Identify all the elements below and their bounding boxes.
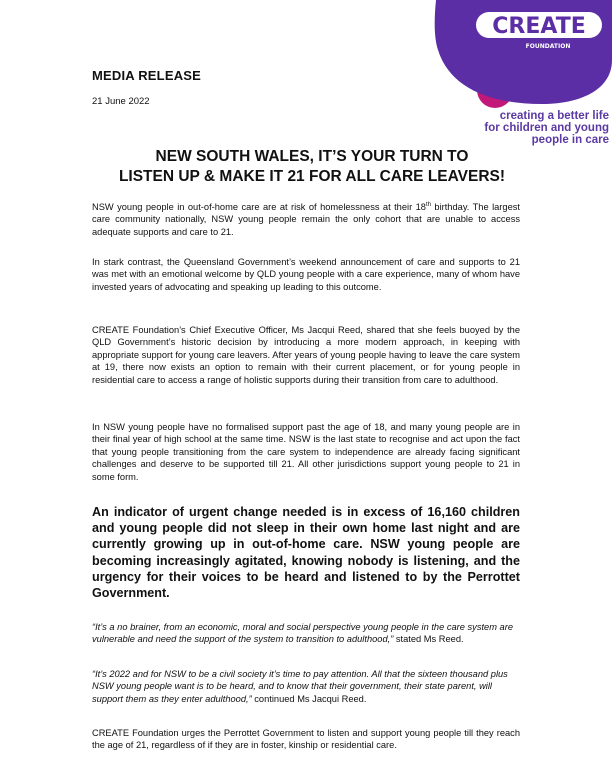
media-release-label: MEDIA RELEASE [92, 68, 202, 83]
release-date: 21 June 2022 [92, 96, 150, 107]
paragraph-2: In stark contrast, the Queensland Government’s weekend announcement of care and supports to 21 was met with an emotional welcome by QLD young people with a care experience, many of whom have invested years of advocating and speaking up leading to this outcome. [92, 257, 520, 292]
quote-attribution: continued Ms Jacqui Reed. [251, 693, 367, 704]
quote-attribution: stated Ms Reed. [393, 634, 464, 645]
logo-tagline [449, 110, 609, 146]
paragraph-1 [92, 201, 520, 238]
paragraph-text: birthday. The largest care community nationally, NSW young people remain the only cohort that are unable to access adequate supports and care to 21. [92, 202, 520, 237]
key-statement: An indicator of urgent change needed is in excess of 16,160 children and young people did not sleep in their own home last night and are currently growing up in out-of-home care. NSW young people are becoming increasingly agitated, knowing nobody is listening, and the urgency for their voices to be heard and listened to by the Perrottet Government. [92, 505, 520, 601]
tagline-line: people in care [531, 134, 609, 146]
superscript: th [425, 202, 431, 208]
logo-subword: FOUNDATION [525, 43, 571, 50]
quote-2 [92, 668, 520, 705]
quote-1 [92, 621, 520, 646]
tagline-line: creating a better life [499, 110, 609, 122]
paragraph-text: NSW young people in out-of-home care are at risk of homelessness at their 18 [92, 202, 426, 212]
headline [92, 147, 532, 187]
paragraph-3: CREATE Foundation’s Chief Executive Officer, Ms Jacqui Reed, shared that she feels buoyed by the QLD Government’s historic decision by introducing a more modern approach, in keeping with appropriate support for young care leavers. After years of young people having to leave the care system at 19, there now exists an option to remain with their current placement, or for young people in residential care to access a range of holistic supports during their transition from care to adulthood. [92, 325, 520, 385]
paragraph-4: In NSW young people have no formalised support past the age of 18, and many young people are in their final year of high school at the same time. NSW is the last state to recognise and act upon the fact that young people transitioning from the care system to independence are already facing significant challenges and deserve to be supported till 21. All other jurisdictions support young people to 21 in some form. [92, 422, 520, 482]
logo-word: CREATE [492, 14, 586, 39]
tagline-line: for children and young [484, 122, 609, 134]
headline-line: NEW SOUTH WALES, IT’S YOUR TURN TO [155, 148, 469, 165]
paragraph-8: CREATE Foundation urges the Perrottet Government to listen and support young people till they reach the age of 21, regardless of if they are in foster, kinship or residential care. [92, 728, 520, 751]
headline-line: LISTEN UP & MAKE IT 21 FOR ALL CARE LEAVERS! [118, 168, 506, 185]
logo-graphic [430, 0, 612, 110]
quote-text: “It’s a no brainer, from an economic, moral and social perspective young people in the care system are vulnerable and need the support of the system to transition to adulthood,” [92, 622, 513, 645]
quote-text: “It’s 2022 and for NSW to be a civil society it’s time to pay attention. All that the sixteen thousand plus NSW young people want is to be heard, and to know that their government, their state parent, will support them as they enter adulthood,” [92, 669, 508, 704]
